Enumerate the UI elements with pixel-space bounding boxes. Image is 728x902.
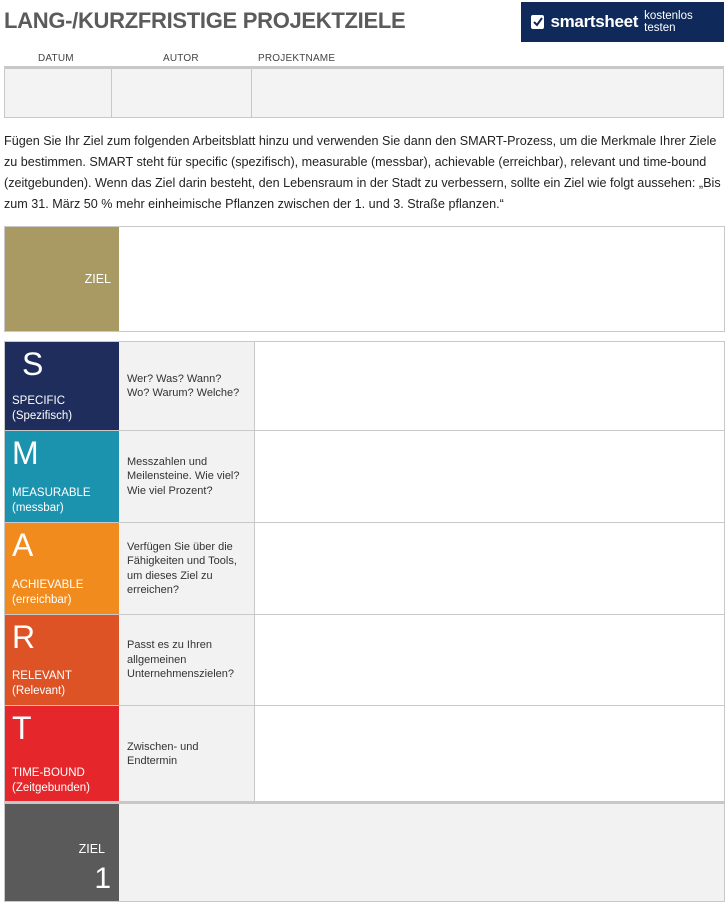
autor-label: AUTOR <box>163 53 199 64</box>
goal-section <box>4 226 725 332</box>
smart-caption <box>12 578 83 608</box>
smart-caption <box>12 394 72 424</box>
smart-caption <box>12 669 72 699</box>
smart-answer-field[interactable] <box>255 706 724 802</box>
smart-letter-cell <box>5 615 119 705</box>
smart-letter-cell <box>5 706 119 802</box>
smart-subtitle: (erreichbar) <box>12 594 72 606</box>
smart-row-relevant <box>5 615 724 706</box>
goal-field[interactable] <box>119 227 724 331</box>
autor-field[interactable] <box>112 69 252 117</box>
smart-subtitle: (Zeitgebunden) <box>12 782 90 794</box>
smart-letter-cell <box>5 523 119 614</box>
smart-letter: M <box>12 435 39 471</box>
smart-letter-cell <box>5 342 119 430</box>
smart-caption <box>12 766 90 796</box>
goal-1-number: 1 <box>94 862 111 895</box>
smart-question: Wer? Was? Wann? Wo? Warum? Welche? <box>119 342 255 430</box>
smart-row-measurable <box>5 431 724 523</box>
smart-question: Messzahlen und Meilensteine. Wie viel? Wie viel Prozent? <box>119 431 255 522</box>
goal-1-field[interactable] <box>119 804 724 901</box>
goal-1-section <box>4 801 725 902</box>
smartsheet-trial-button[interactable] <box>521 2 724 42</box>
smart-row-achievable <box>5 523 724 615</box>
brand-cta: kostenlos testen <box>644 10 693 34</box>
checkmark-icon <box>531 15 544 29</box>
goal-1-label: ZIEL <box>78 842 105 856</box>
smart-letter: T <box>12 710 32 746</box>
smart-caption <box>12 486 91 516</box>
smart-subtitle: (messbar) <box>12 502 64 514</box>
smart-answer-field[interactable] <box>255 615 724 705</box>
datum-field[interactable] <box>5 69 112 117</box>
smart-subtitle: (Relevant) <box>12 685 66 697</box>
smart-row-time-bound <box>5 706 724 802</box>
smart-title: ACHIEVABLE <box>12 579 84 591</box>
datum-label: DATUM <box>38 53 74 64</box>
intro-text: Fügen Sie Ihr Ziel zum folgenden Arbeitsblatt hinzu und verwenden Sie dann den SMART-Prozess, um die Merkmale Ihrer Ziele zu bestimmen. SMART steht für specific (spezifisch), measurable (messbar), achievable (erreichbar), relevant und time-bound (zeitgebunden). Wenn das Ziel darin besteht, den Lebensraum in der Stadt zu verbessern, sollte ein Ziel wie folgt aussehen: „Bis zum 31. März 50 % mehr einheimische Pflanzen zwischen der 1. und 3. Straße pflanzen.“ <box>4 134 721 211</box>
smart-question: Verfügen Sie über die Fähigkeiten und Tools, um dieses Ziel zu erreichen? <box>119 523 255 614</box>
goal-label: ZIEL <box>5 227 119 331</box>
smart-subtitle: (Spezifisch) <box>12 410 73 422</box>
goal-1-label-cell <box>5 804 119 901</box>
smart-letter: A <box>12 527 34 563</box>
page-title: LANG-/KURZFRISTIGE PROJEKTZIELE <box>4 8 406 33</box>
smart-title: MEASURABLE <box>12 487 91 499</box>
meta-labels <box>0 53 728 65</box>
meta-fields <box>4 66 724 118</box>
smart-letter-cell <box>5 431 119 522</box>
smart-answer-field[interactable] <box>255 342 724 430</box>
smart-answer-field[interactable] <box>255 523 724 614</box>
projektname-field[interactable] <box>252 69 723 117</box>
smart-letter: R <box>12 619 36 655</box>
smart-table <box>4 341 725 803</box>
smart-question: Zwischen- und Endtermin <box>119 706 255 802</box>
smart-title: SPECIFIC <box>12 395 66 407</box>
smart-row-specific <box>5 342 724 431</box>
smart-answer-field[interactable] <box>255 431 724 522</box>
smart-question: Passt es zu Ihren allgemeinen Unternehmenszielen? <box>119 615 255 705</box>
smart-title: RELEVANT <box>12 670 72 682</box>
projektname-label: PROJEKTNAME <box>258 53 336 64</box>
smart-letter: S <box>22 346 44 382</box>
brand-name: smartsheet <box>550 12 639 31</box>
smart-title: TIME-BOUND <box>12 767 85 779</box>
